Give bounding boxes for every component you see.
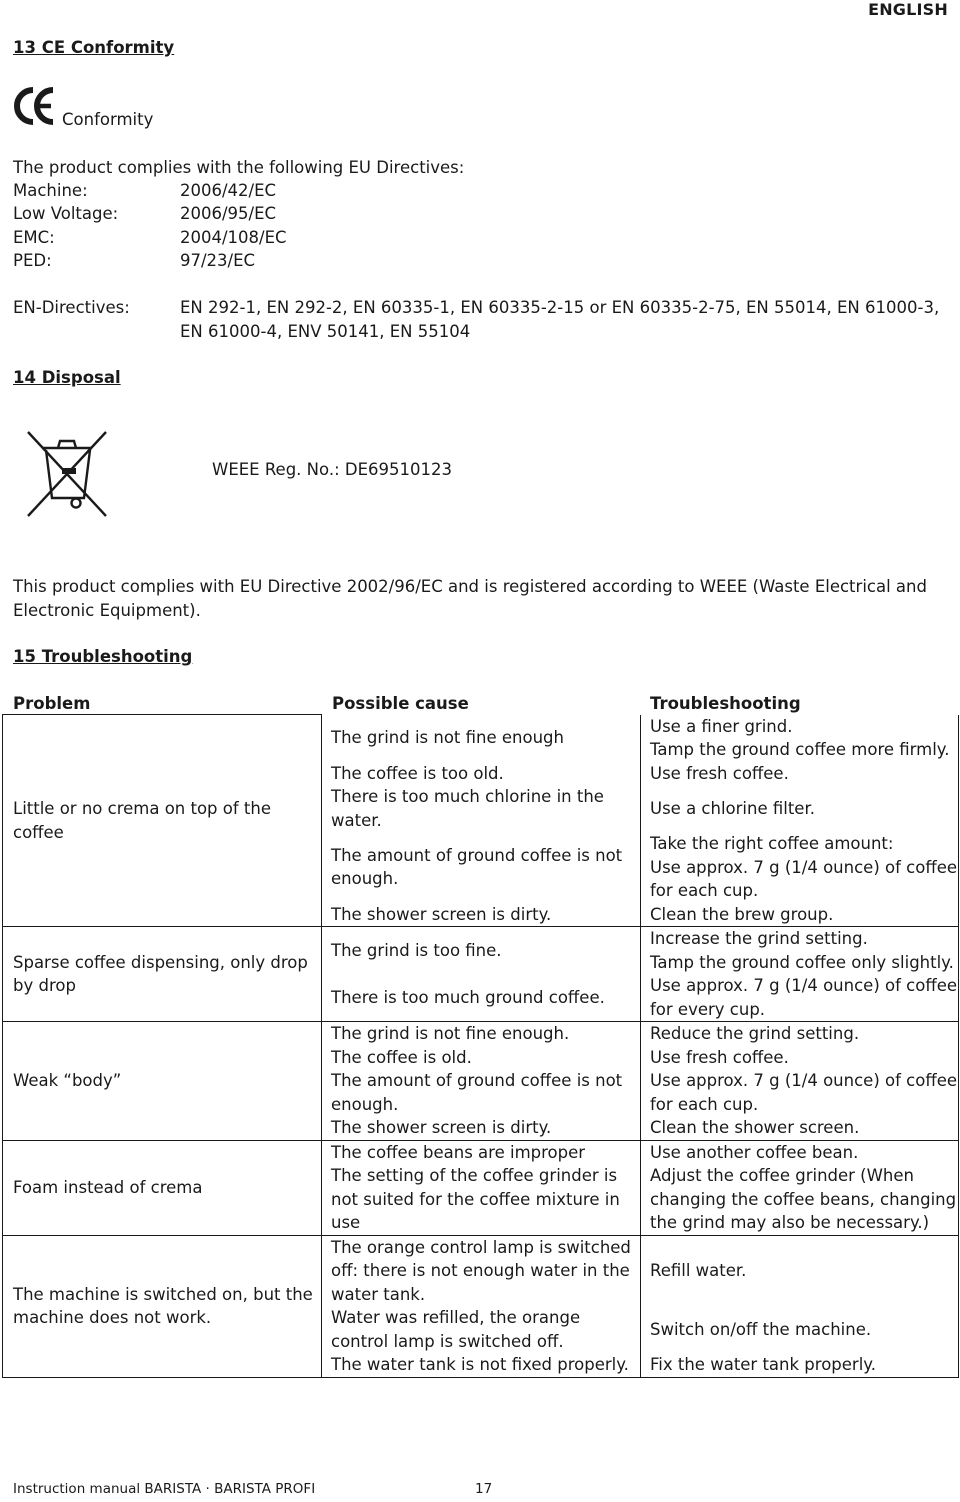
fix-line: Use a finer grind. <box>650 716 793 736</box>
cause-cell: The amount of ground coffee is not enough. <box>322 832 641 903</box>
fix-cell: Use fresh coffee. <box>641 762 959 786</box>
cause-cell: The amount of ground coffee is not enough. <box>322 1069 641 1116</box>
en-directives-label: EN-Directives: <box>13 298 130 317</box>
fix-cell: Use another coffee bean. <box>641 1140 959 1164</box>
fix-cell: Switch on/off the machine. <box>641 1306 959 1353</box>
fix-cell: Clean the brew group. <box>641 903 959 927</box>
problem-cell: Sparse coffee dispensing, only drop by drop <box>3 927 322 1022</box>
footer-page-number: 17 <box>475 1481 493 1497</box>
directive-value: 2006/95/EC <box>180 204 277 223</box>
fix-cell: Reduce the grind setting. <box>641 1022 959 1046</box>
weee-registration-number: WEEE Reg. No.: DE69510123 <box>212 460 452 479</box>
language-label: ENGLISH <box>868 0 948 19</box>
directive-value: 2004/108/EC <box>180 228 287 247</box>
fix-cell: Use fresh coffee. <box>641 1046 959 1070</box>
cause-cell: The coffee is too old. <box>322 762 641 786</box>
fix-line: Use approx. 7 g (1/4 ounce) of coffee for each cup. <box>650 857 957 900</box>
fix-cell: Refill water. <box>641 1235 959 1306</box>
cause-cell: There is too much chlorine in the water. <box>322 785 641 832</box>
table-row <box>3 715 959 762</box>
footer-manual-title: Instruction manual BARISTA · BARISTA PROFI <box>13 1481 316 1497</box>
ce-mark-icon <box>14 86 56 126</box>
section-heading-disposal: 14 Disposal <box>13 368 121 387</box>
fix-cell <box>641 832 959 903</box>
fix-cell: Use a chlorine filter. <box>641 785 959 832</box>
conformity-label: Conformity <box>62 110 154 129</box>
fix-line: Increase the grind setting. <box>650 929 868 948</box>
cause-cell: The coffee is old. <box>322 1046 641 1070</box>
fix-cell <box>641 927 959 975</box>
fix-cell: Adjust the coffee grinder (When changing the coffee beans, changing the grind may also be necessary.) <box>641 1164 959 1235</box>
cause-cell: The shower screen is dirty. <box>322 903 641 927</box>
directive-label: Machine: <box>13 181 88 200</box>
weee-compliance-text: This product complies with EU Directive 2002/96/EC and is registered according to WEEE (Waste Electrical and Electronic Equipment). <box>13 577 927 620</box>
directive-label: PED: <box>13 251 52 270</box>
cause-cell: The grind is not fine enough. <box>322 1022 641 1046</box>
weee-bin-icon <box>24 428 110 520</box>
fix-cell <box>641 715 959 762</box>
problem-cell: The machine is switched on, but the machine does not work. <box>3 1235 322 1377</box>
directives-intro: The product complies with the following EU Directives: <box>13 158 465 177</box>
fix-line: Tamp the ground coffee only slightly. <box>650 952 954 972</box>
cause-cell: The grind is too fine. <box>322 927 641 975</box>
cause-cell: The orange control lamp is switched off: there is not enough water in the water tank. <box>322 1235 641 1306</box>
column-header-troubleshooting: Troubleshooting <box>650 694 801 713</box>
table-row <box>3 1235 959 1306</box>
fix-cell: Use approx. 7 g (1/4 ounce) of coffee for every cup. <box>641 974 959 1022</box>
problem-cell: Weak “body” <box>3 1022 322 1141</box>
section-heading-troubleshooting: 15 Troubleshooting <box>13 647 193 666</box>
troubleshooting-table <box>2 714 959 1378</box>
section-heading-ce-conformity: 13 CE Conformity <box>13 38 175 57</box>
fix-cell: Clean the shower screen. <box>641 1116 959 1140</box>
directive-value: 2006/42/EC <box>180 181 277 200</box>
fix-line: Tamp the ground coffee more firmly. <box>650 740 950 759</box>
fix-line: Take the right coffee amount: <box>650 834 894 853</box>
directive-label: Low Voltage: <box>13 204 119 223</box>
table-row <box>3 1140 959 1164</box>
problem-cell: Little or no crema on top of the coffee <box>3 715 322 927</box>
directive-value: 97/23/EC <box>180 251 256 270</box>
cause-cell: Water was refilled, the orange control lamp is switched off. <box>322 1306 641 1353</box>
column-header-cause: Possible cause <box>332 694 469 713</box>
cause-cell: The coffee beans are improper <box>322 1140 641 1164</box>
cause-cell: The setting of the coffee grinder is not suited for the coffee mixture in use <box>322 1164 641 1235</box>
cause-cell: There is too much ground coffee. <box>322 974 641 1022</box>
en-directives-value: EN 292-1, EN 292-2, EN 60335-1, EN 60335-2-15 or EN 60335-2-75, EN 55014, EN 61000-3, EN 61000-4, ENV 50141, EN 55104 <box>180 298 940 341</box>
cause-cell: The shower screen is dirty. <box>322 1116 641 1140</box>
column-header-problem: Problem <box>13 694 91 713</box>
fix-cell: Fix the water tank properly. <box>641 1353 959 1377</box>
fix-cell: Use approx. 7 g (1/4 ounce) of coffee for each cup. <box>641 1069 959 1116</box>
cause-cell: The grind is not fine enough <box>322 715 641 762</box>
table-row <box>3 1022 959 1046</box>
directive-label: EMC: <box>13 228 55 247</box>
table-row <box>3 927 959 975</box>
cause-cell: The water tank is not fixed properly. <box>322 1353 641 1377</box>
problem-cell: Foam instead of crema <box>3 1140 322 1235</box>
